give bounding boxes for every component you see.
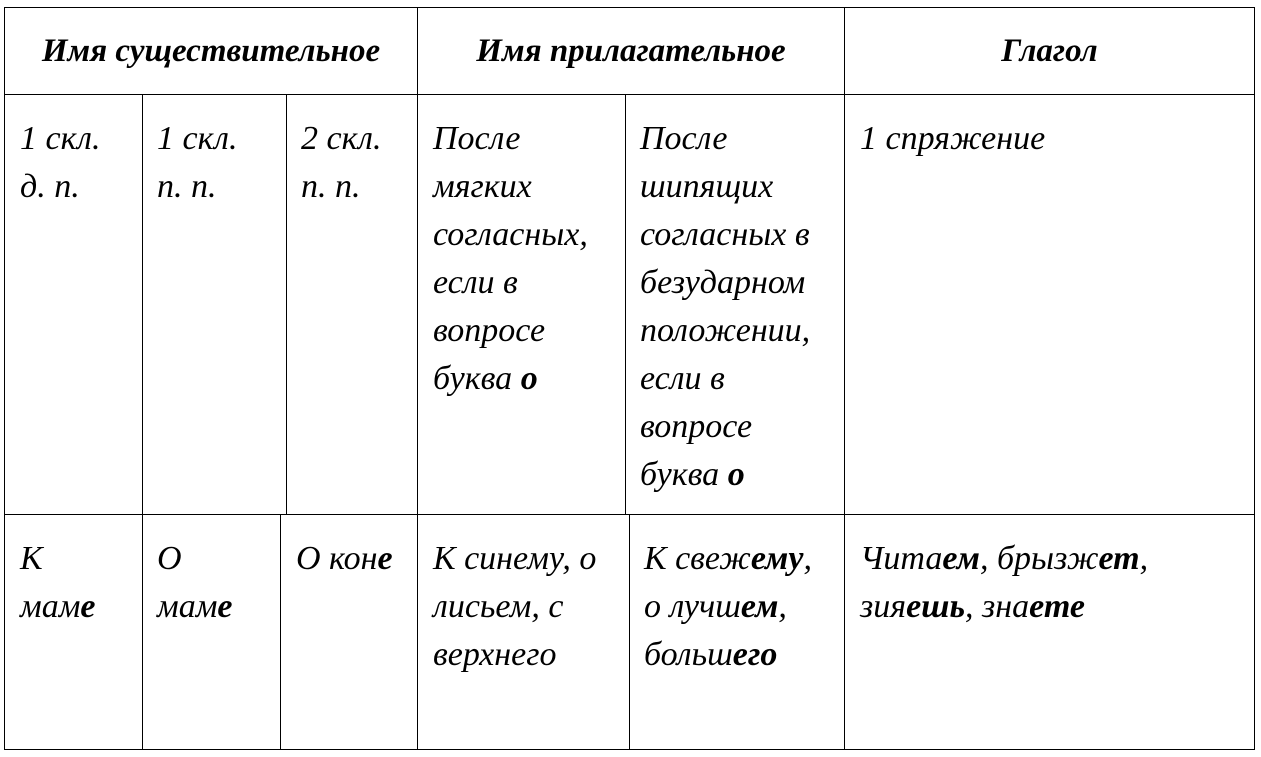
- example-text: мам: [157, 588, 218, 625]
- example-line: [644, 535, 812, 583]
- header-noun: Имя существительное: [41, 33, 381, 69]
- example-ending: ем: [942, 540, 980, 577]
- rule-line: 1 скл.: [157, 120, 238, 157]
- example-line: [157, 583, 233, 631]
- rule-verb: 1 спряжение: [860, 120, 1046, 157]
- example-line: [644, 583, 812, 631]
- col-divider-noun-2-bottom: [280, 514, 281, 750]
- example-adj-soft: [433, 535, 596, 679]
- header-divider: [4, 94, 1255, 95]
- example-line: [20, 583, 96, 631]
- example-line: [644, 631, 812, 679]
- rule-line: если в: [640, 360, 725, 397]
- header-verb: Глагол: [1001, 33, 1098, 69]
- example-ending: ешь: [906, 588, 966, 625]
- example-ending: е: [217, 588, 233, 625]
- example-ending: е: [377, 540, 393, 577]
- rule-line: если в: [433, 264, 518, 301]
- example-ending: е: [80, 588, 96, 625]
- header-adjective: Имя прилагательное: [476, 33, 786, 69]
- example-ending: ему: [750, 540, 804, 577]
- example-line: О: [157, 540, 182, 577]
- example-noun-2-pp: [296, 535, 393, 583]
- example-ending: его: [732, 636, 778, 673]
- example-line: верхнего: [433, 636, 557, 673]
- rule-noun-2-pp: [301, 115, 382, 211]
- example-text: мам: [20, 588, 81, 625]
- example-line: [860, 583, 1148, 631]
- example-noun-1-pp: [157, 535, 233, 631]
- rule-adj-soft: [433, 115, 588, 403]
- example-line: К синему, о: [433, 540, 597, 577]
- example-text: ,: [778, 588, 787, 625]
- rule-line: согласных,: [433, 216, 588, 253]
- col-divider-adj-top: [625, 94, 626, 515]
- example-text: О кон: [296, 540, 378, 577]
- example-text: о лучш: [644, 588, 741, 625]
- example-ending: ем: [740, 588, 779, 625]
- rule-letter: о: [520, 360, 538, 397]
- rule-adj-hush: [640, 115, 810, 499]
- rule-line: После: [433, 120, 521, 157]
- rule-line: шипящих: [640, 168, 774, 205]
- table-border-right: [1254, 7, 1255, 750]
- example-text: ,: [803, 540, 812, 577]
- col-divider-noun-2-top: [286, 94, 287, 515]
- example-ending: ете: [1029, 588, 1085, 625]
- example-text: Чита: [860, 540, 943, 577]
- example-text: , зна: [965, 588, 1030, 625]
- rule-line: [640, 451, 810, 499]
- rule-line: мягких: [433, 168, 532, 205]
- example-ending: ет: [1098, 540, 1140, 577]
- rule-line: 2 скл.: [301, 120, 382, 157]
- rule-text: буква: [433, 360, 521, 397]
- example-verb: [860, 535, 1148, 631]
- table-border-top: [4, 7, 1255, 8]
- col-divider-adj-verb: [844, 7, 845, 750]
- rule-line: п. п.: [301, 168, 361, 205]
- rule-letter: о: [727, 456, 745, 493]
- col-divider-adj-bottom: [629, 514, 630, 750]
- rule-line: вопросе: [433, 312, 546, 349]
- rule-noun-1-dp: [20, 115, 101, 211]
- example-line: К: [20, 540, 43, 577]
- example-text: зия: [860, 588, 907, 625]
- table-border-left: [4, 7, 5, 750]
- example-line: лисьем, с: [433, 588, 564, 625]
- rule-noun-1-pp: [157, 115, 238, 211]
- example-text: больш: [644, 636, 733, 673]
- rule-line: согласных в: [640, 216, 810, 253]
- rule-line: безударном: [640, 264, 806, 301]
- example-text: К свеж: [644, 540, 751, 577]
- example-line: [296, 535, 393, 583]
- example-line: [860, 535, 1148, 583]
- rule-line: д. п.: [20, 168, 80, 205]
- example-noun-1-dp: [20, 535, 96, 631]
- example-text: ,: [1139, 540, 1149, 577]
- example-text: , брызж: [979, 540, 1099, 577]
- rule-line: 1 скл.: [20, 120, 101, 157]
- col-divider-noun-1: [142, 94, 143, 750]
- rule-line: [433, 355, 588, 403]
- col-divider-noun-adj: [417, 7, 418, 750]
- rule-line: п. п.: [157, 168, 217, 205]
- rule-line: вопросе: [640, 408, 753, 445]
- rule-text: буква: [640, 456, 728, 493]
- example-adj-hush: [644, 535, 812, 679]
- rule-line: положении,: [640, 312, 811, 349]
- rule-line: После: [640, 120, 728, 157]
